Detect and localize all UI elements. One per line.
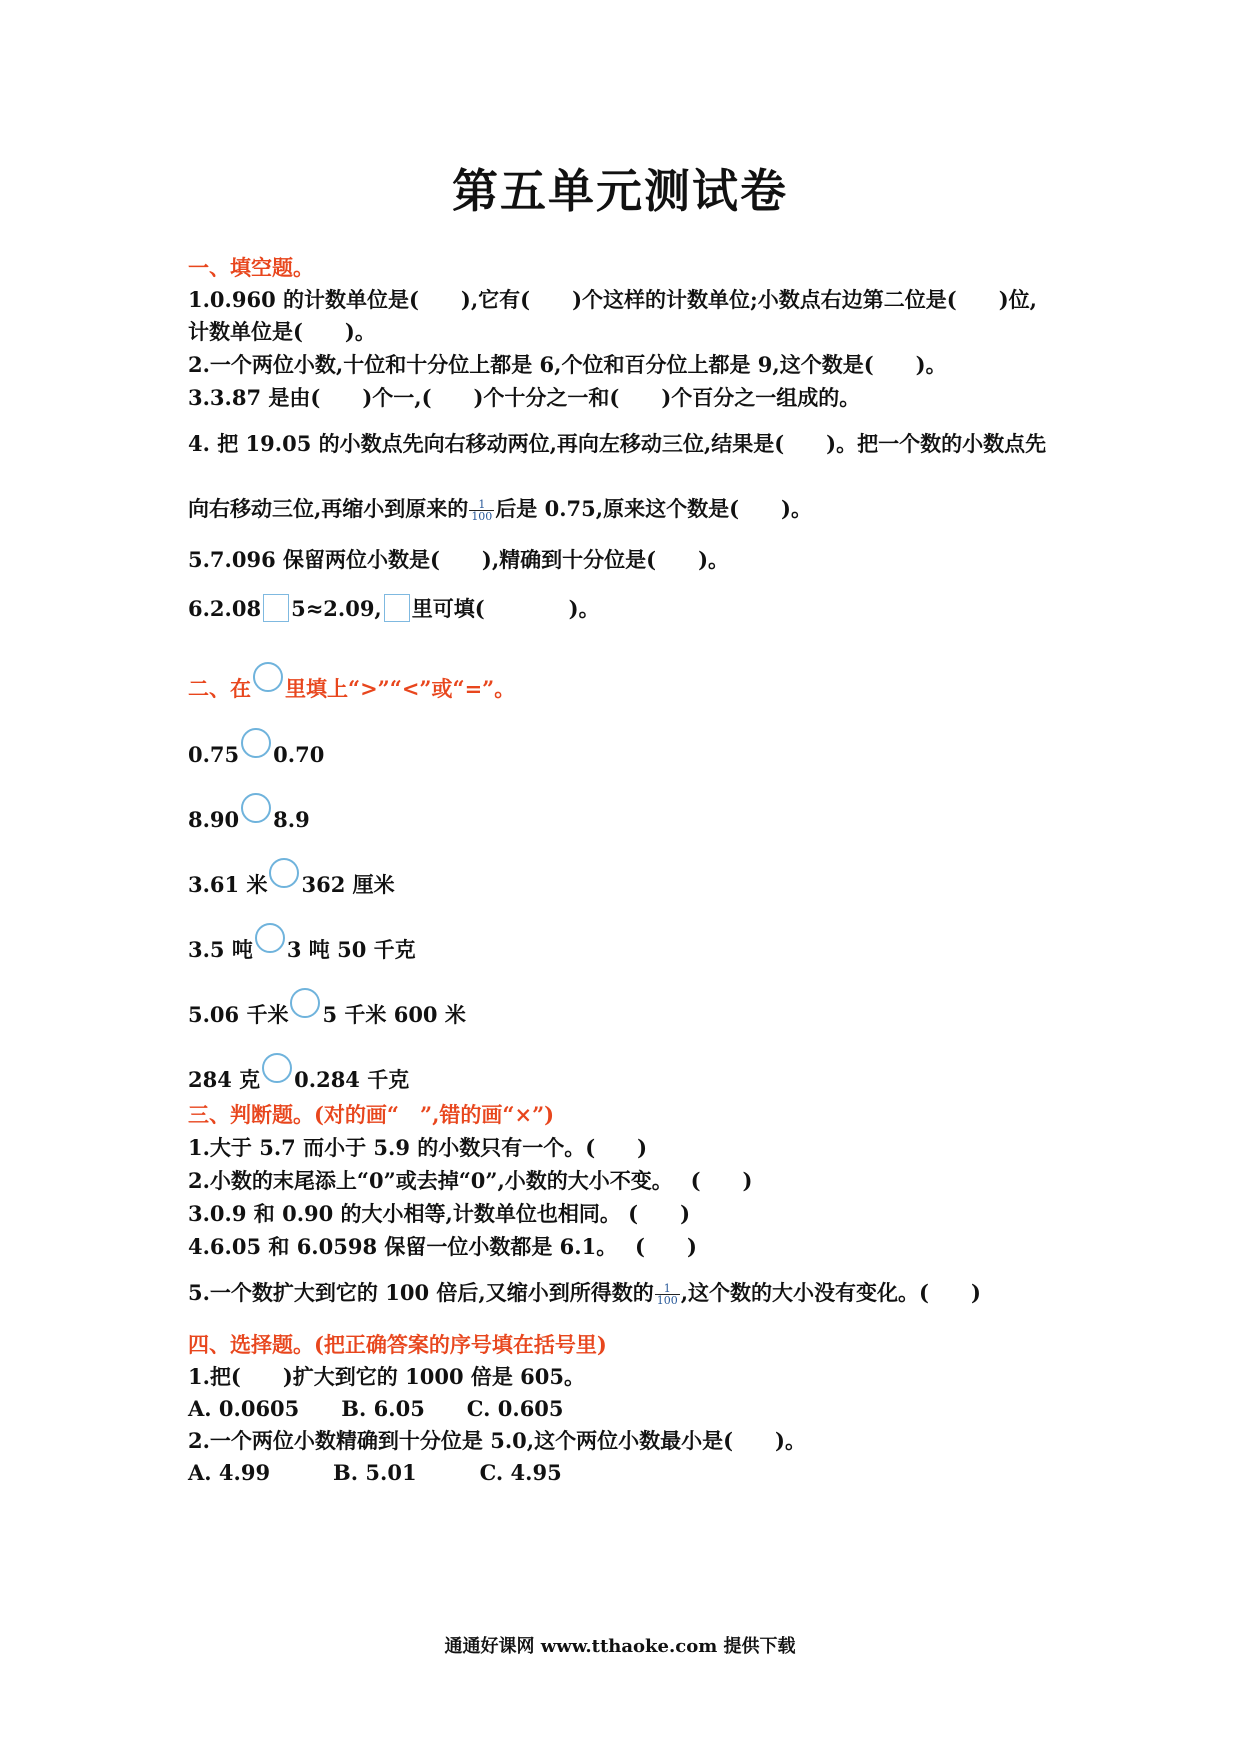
- section-2-heading-post: 里填上“>”“<”或“=”。: [285, 676, 516, 701]
- compare-left: 5.06 千米: [188, 1002, 289, 1027]
- section-2-heading: [188, 662, 515, 704]
- question-1-3: 3.3.87 是由( )个一,( )个十分之一和( )个百分之一组成的。: [188, 385, 861, 410]
- fraction-numerator: 1: [478, 498, 486, 511]
- question-4-1-options: A. 0.0605 B. 6.05 C. 0.605: [188, 1396, 564, 1421]
- fraction: [469, 499, 494, 522]
- compare-circle: [241, 728, 271, 758]
- page-footer: 通通好课网 www.tthaoke.com 提供下载: [444, 1636, 796, 1657]
- question-1-5: 5.7.096 保留两位小数是( ),精确到十分位是( )。: [188, 547, 730, 572]
- section-2-heading-pre: 二、在: [188, 676, 251, 701]
- question-1-1-line-b: 计数单位是( )。: [188, 319, 376, 344]
- compare-item: [188, 728, 324, 770]
- question-1-2: 2.一个两位小数,十位和十分位上都是 6,个位和百分位上都是 9,这个数是( )。: [188, 352, 947, 377]
- compare-item: [188, 793, 310, 835]
- question-3-5: [188, 1278, 981, 1308]
- compare-item: [188, 988, 466, 1030]
- fraction-denominator: 100: [656, 1294, 678, 1307]
- compare-left: 3.5 吨: [188, 937, 253, 962]
- question-4-2-options: A. 4.99 B. 5.01 C. 4.95: [188, 1460, 562, 1485]
- compare-left: 0.75: [188, 742, 240, 767]
- question-1-6-text-mid: 5≈2.09,: [291, 596, 382, 621]
- question-3-2: 2.小数的末尾添上“0”或去掉“0”,小数的大小不变。 ( ): [188, 1168, 753, 1193]
- compare-right: 0.284 千克: [294, 1067, 410, 1092]
- question-3-4: 4.6.05 和 6.0598 保留一位小数都是 6.1。 ( ): [188, 1234, 697, 1259]
- question-3-3: 3.0.9 和 0.90 的大小相等,计数单位也相同。 ( ): [188, 1201, 691, 1226]
- answer-box: [263, 594, 289, 622]
- compare-circle: [262, 1053, 292, 1083]
- question-3-1: 1.大于 5.7 而小于 5.9 的小数只有一个。( ): [188, 1135, 648, 1160]
- fraction-denominator: 100: [471, 510, 493, 523]
- compare-circle: [290, 988, 320, 1018]
- question-1-4-text-pre: 向右移动三位,再缩小到原来的: [188, 496, 469, 521]
- section-4-heading: 四、选择题。(把正确答案的序号填在括号里): [188, 1332, 607, 1357]
- compare-item: [188, 858, 395, 900]
- question-1-4-text-post: 后是 0.75,原来这个数是( )。: [495, 496, 812, 521]
- compare-right: 3 吨 50 千克: [286, 937, 416, 962]
- compare-item: [188, 1053, 409, 1095]
- compare-left: 3.61 米: [188, 872, 268, 897]
- compare-item: [188, 923, 416, 965]
- question-1-6: [188, 594, 600, 624]
- page-title: 第五单元测试卷: [452, 164, 788, 218]
- question-1-6-text-pre: 6.2.08: [188, 596, 262, 621]
- question-1-6-text-post: 里可填( )。: [411, 596, 600, 621]
- question-3-5-text-pre: 5.一个数扩大到它的 100 倍后,又缩小到所得数的: [188, 1280, 654, 1305]
- compare-circle: [255, 923, 285, 953]
- compare-left: 8.90: [188, 807, 240, 832]
- compare-circle: [241, 793, 271, 823]
- compare-circle: [269, 858, 299, 888]
- question-1-4-line-b: [188, 494, 812, 524]
- question-4-2: 2.一个两位小数精确到十分位是 5.0,这个两位小数最小是( )。: [188, 1428, 806, 1453]
- question-1-4-line-a: 4. 把 19.05 的小数点先向右移动两位,再向左移动三位,结果是( )。把一个数的小数点先: [188, 431, 1047, 456]
- question-3-5-text-post: ,这个数的大小没有变化。( ): [680, 1280, 981, 1305]
- compare-right: 0.70: [273, 742, 325, 767]
- fraction-numerator: 1: [663, 1282, 671, 1295]
- section-1-heading: 一、填空题。: [188, 255, 314, 280]
- fraction: [655, 1283, 680, 1306]
- question-1-1-line-a: 1.0.960 的计数单位是( ),它有( )个这样的计数单位;小数点右边第二位是( )位,: [188, 287, 1037, 312]
- answer-box: [384, 594, 410, 622]
- compare-right: 362 厘米: [301, 872, 395, 897]
- section-3-heading: 三、判断题。(对的画“ ”,错的画“×”): [188, 1102, 555, 1127]
- compare-circle: [253, 662, 283, 692]
- compare-left: 284 克: [188, 1067, 261, 1092]
- compare-right: 8.9: [273, 807, 310, 832]
- compare-right: 5 千米 600 米: [322, 1002, 466, 1027]
- question-4-1: 1.把( )扩大到它的 1000 倍是 605。: [188, 1364, 586, 1389]
